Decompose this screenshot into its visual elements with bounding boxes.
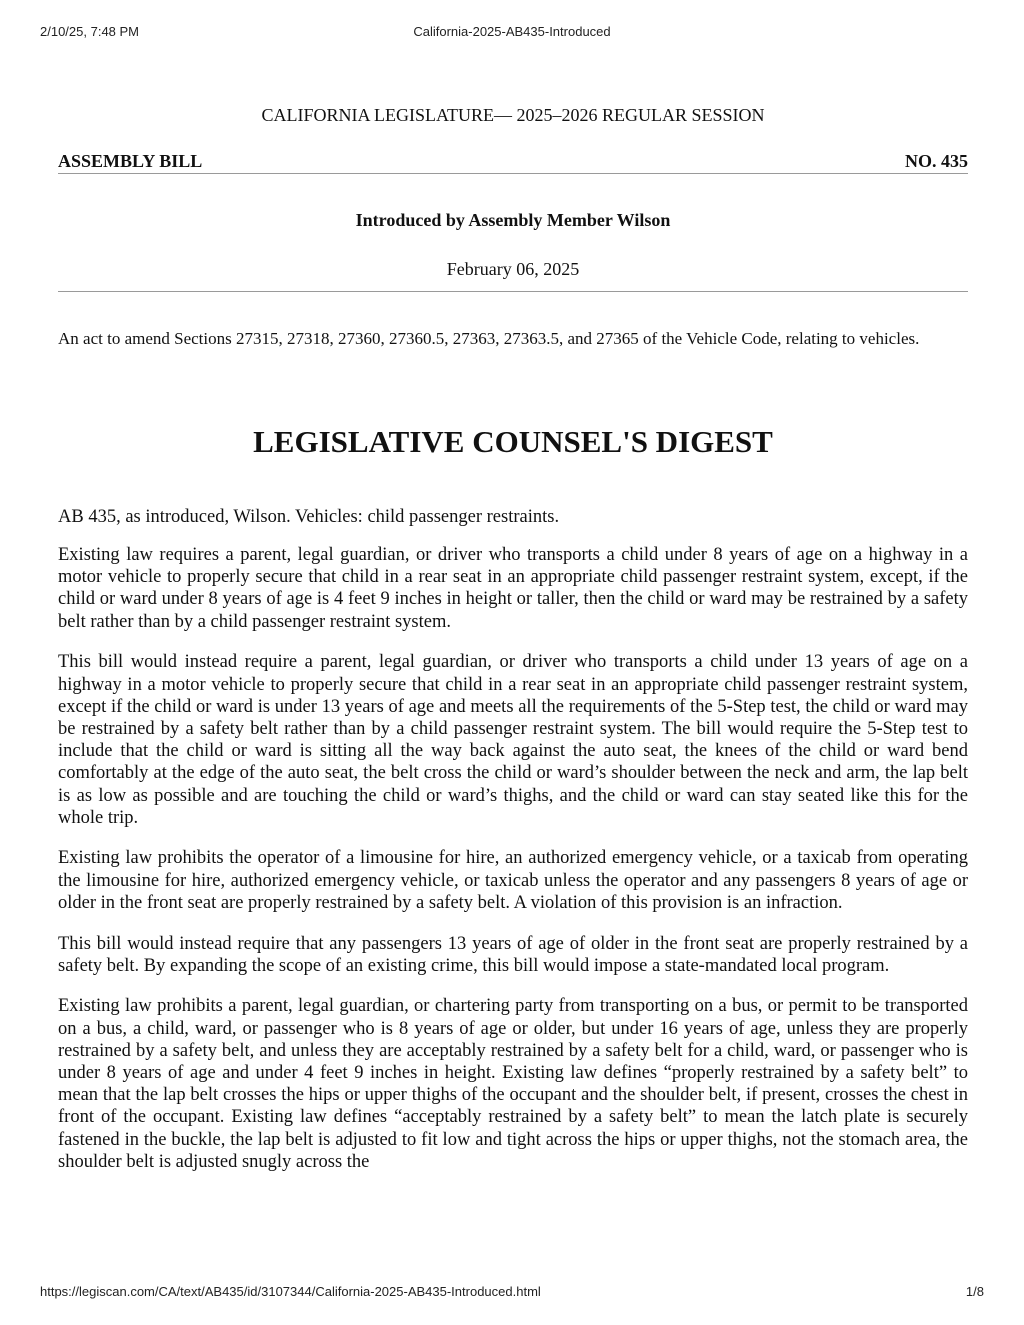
print-datetime: 2/10/25, 7:48 PM [40,24,140,39]
bill-document [58,100,968,1192]
digest-paragraph: Existing law prohibits the operator of a limousine for hire, an authorized emergency vehicle, or a taxicab from operating the limousine for hire, authorized emergency vehicle, or taxicab unless the operator and any passengers 8 years of age or older in the front seat are properly restrained by a safety belt. A violation of this provision is an infraction. [58,848,968,913]
bill-id-row [58,150,968,174]
digest-summary: AB 435, as introduced, Wilson. Vehicles: child passenger restraints. [58,506,560,527]
digest-paragraph: This bill would instead require a parent, legal guardian, or driver who transports a child under 13 years of age on a highway in a motor vehicle to properly secure that child in a rear seat in an appropriate child passenger restraint system, except if the child or ward is under 13 years of age and meets all the requirements of the 5-Step test, the child or ward may be restrained by a safety belt rather than by a child passenger restraint system. The bill would require the 5-Step test to include that the child or ward is sitting all the way back against the auto seat, the knees of the child or ward bend comfortably at the edge of the auto seat, the belt cross the child or ward’s shoulder between the neck and arm, the lap belt is as low as possible and are touching the child or ward’s thighs, and the child or ward can stay seated like this for the whole trip. [58,652,968,828]
page-number: 1/8 [965,1284,984,1299]
bill-number: NO. 435 [905,151,968,171]
print-url: https://legiscan.com/CA/text/AB435/id/3107344/California-2025-AB435-Introduced.html [40,1284,541,1299]
digest-title: LEGISLATIVE COUNSEL'S DIGEST [253,423,773,459]
introduced-by: Introduced by Assembly Member Wilson [355,210,671,231]
session-heading: CALIFORNIA LEGISLATURE— 2025–2026 REGULAR SESSION [261,105,765,125]
introduced-date: February 06, 2025 [58,258,968,291]
digest-paragraph: Existing law requires a parent, legal guardian, or driver who transports a child under 8 years of age on a highway in a motor vehicle to properly secure that child in a rear seat in an appropriate child passenger restraint system, except, if the child or ward under 8 years of age is 4 feet 9 inches in height or taller, then the child or ward may be restrained by a safety belt rather than by a child passenger restraint system. [58,545,968,632]
print-header [0,24,1024,42]
digest-paragraph: This bill would instead require that any passengers 13 years of age of older in the front seat are properly restrained by a safety belt. By expanding the scope of an existing crime, this bill would impose a state-mandated local program. [58,933,968,976]
bill-type: ASSEMBLY BILL [58,151,203,171]
digest-paragraph: Existing law prohibits a parent, legal guardian, or chartering party from transporting on a bus, or permit to be transported on a bus, a child, ward, or passenger who is 8 years of age or older, but under 16 years of age, unless they are properly restrained by a safety belt, and unless they are acceptably restrained by a safety belt for a child, ward, or passenger who is under 8 years of age and under 4 feet 9 inches in height. Existing law defines “properly restrained by a safety belt” to mean that the lap belt crosses the hips or upper thighs of the occupant and the shoulder belt, if present, crosses the chest in front of the occupant. Existing law defines “acceptably restrained by a safety belt” to mean the latch plate is securely fastened in the buckle, the lap belt is adjusted to fit low and tight across the hips or upper thighs, not the stomach area, the shoulder belt is adjusted snugly across the [58,996,968,1172]
print-doc-title: California-2025-AB435-Introduced [413,24,611,39]
print-footer [0,1284,1024,1302]
act-description: An act to amend Sections 27315, 27318, 27360, 27360.5, 27363, 27363.5, and 27365 of the Vehicle Code, relating to vehicles. [58,328,920,348]
